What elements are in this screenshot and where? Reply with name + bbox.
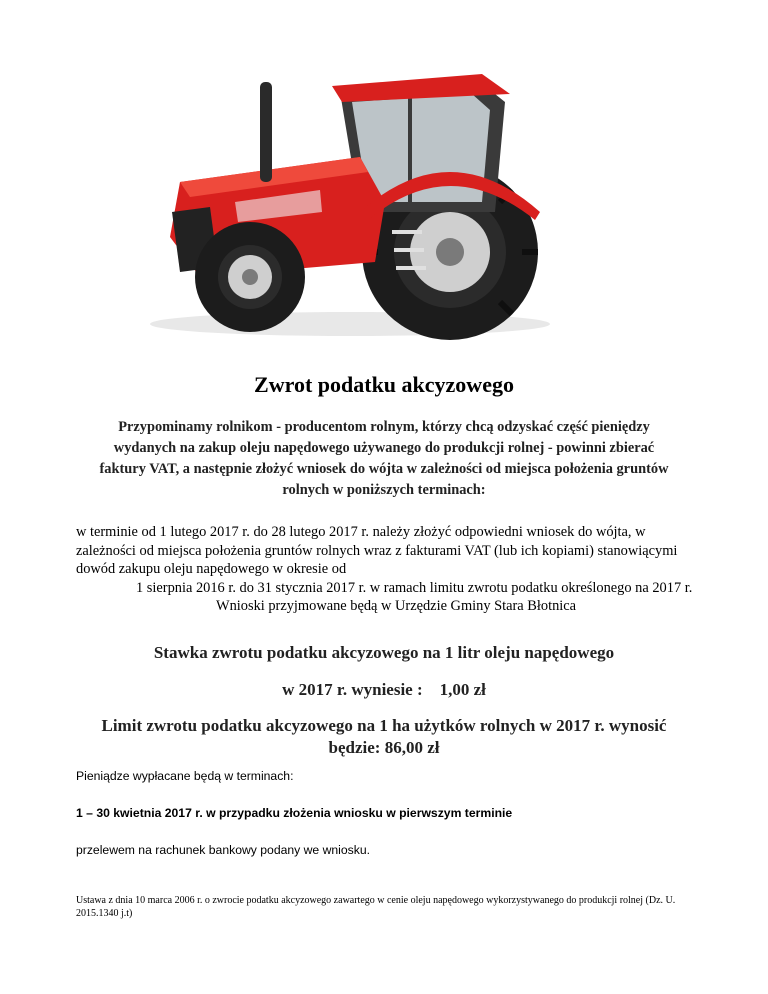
- page-title: Zwrot podatku akcyzowego: [254, 372, 514, 397]
- rate-heading: Stawka zwrotu podatku akcyzowego na 1 litr oleju napędowego: [153, 643, 615, 662]
- tractor-illustration: [110, 62, 570, 352]
- front-wheel: [195, 222, 305, 332]
- exhaust-pipe: [260, 82, 272, 182]
- body-line-office: Wnioski przyjmowane będą w Urzędzie Gminy Stara Błotnica: [216, 598, 577, 615]
- payment-intro: Pieniądze wypłacane będą w terminach:: [76, 769, 294, 783]
- rate-value: w 2017 r. wyniesie : 1,00 zł: [282, 680, 486, 699]
- body-paragraph: [76, 523, 696, 616]
- lead-paragraph: Przypominamy rolnikom - producentom rolnym, którzy chcą odzyskać część pieniędzy wydanych na zakup oleju napędowego używanego do produkcji rolnej - powinni zbierać faktury VAT, a następnie złożyć wniosek do wójta w zależności od miejsca położenia gruntów rolnych w poniższych terminach:: [99, 419, 669, 498]
- legal-footnote: Ustawa z dnia 10 marca 2006 r. o zwrocie podatku akcyzowego zawartego w cenie oleju napędowego wykorzystywanego do produkcji rolnej (Dz. U. 2015.1340 j.t): [76, 895, 676, 919]
- payment-term: 1 – 30 kwietnia 2017 r. w przypadku złożenia wniosku w pierwszym terminie: [76, 806, 513, 820]
- payment-method: przelewem na rachunek bankowy podany we wniosku.: [76, 843, 371, 857]
- limit-heading: Limit zwrotu podatku akcyzowego na 1 ha użytków rolnych w 2017 r. wynosić będzie: 86,00 zł: [101, 716, 667, 757]
- body-line-deadline: w terminie od 1 lutego 2017 r. do 28 lutego 2017 r. należy złożyć odpowiedni wniosek do wójta, w zależności od miejsca położenia gruntów rolnych wraz z fakturami VAT (lub ich kopiami) stanowiącymi dowód zakupu oleju napędowego w okresie od: [76, 524, 678, 578]
- body-line-period: 1 sierpnia 2016 r. do 31 stycznia 2017 r. w ramach limitu zwrotu podatku określonego na 2017 r.: [136, 579, 693, 596]
